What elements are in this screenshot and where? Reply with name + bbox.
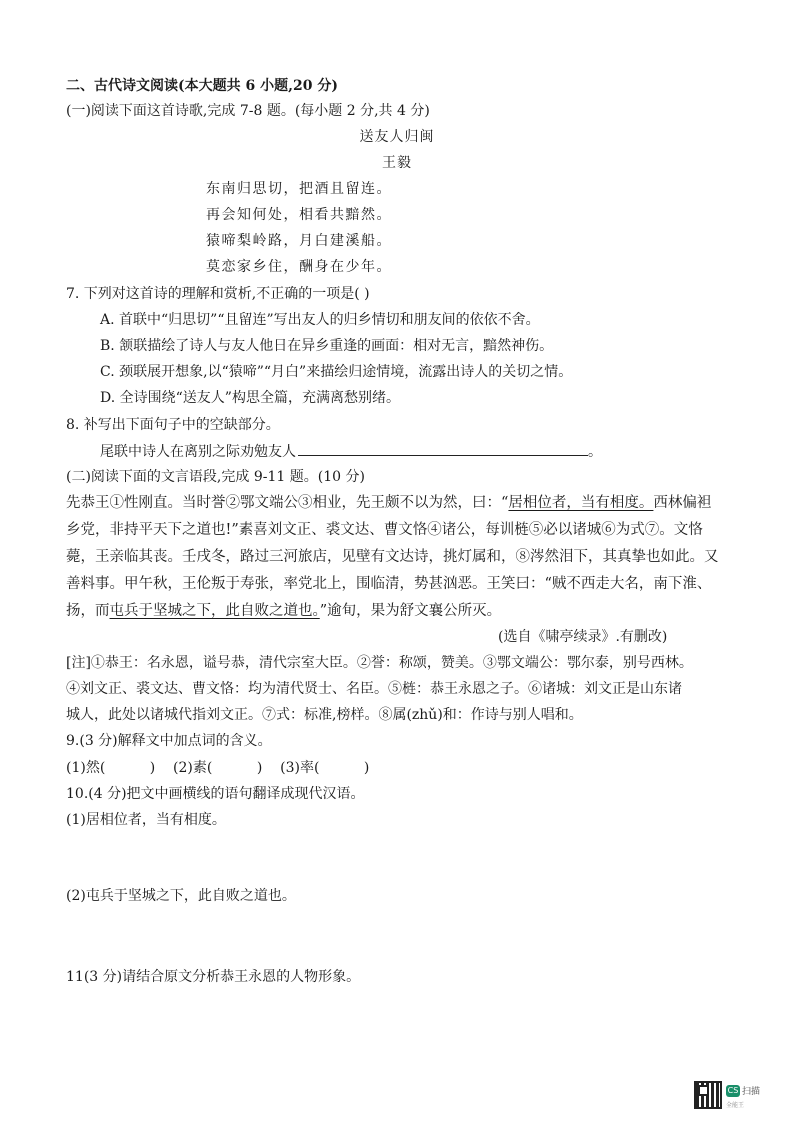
q8-fill-line [100,441,602,462]
q10-sub1: (1)居相位者，当有相度。 [66,812,226,828]
q10-stem: 10.(4 分)把文中画横线的语句翻译成现代汉语。 [66,786,365,802]
q7-option-a: A. 首联中“归思切”“且留连”写出友人的归乡情切和朋友间的依依不舍。 [100,312,540,328]
poem-line: 莫恋家乡住，酬身在少年。 [206,259,392,275]
q7-option-d: D. 全诗围绕“送友人”构思全篇，充满离愁别绪。 [100,390,400,406]
qr-code-icon [694,1081,722,1109]
underlined-sentence-1: 居相位者，当有相度。 [508,495,654,511]
note-line-3: 城人，此处以诸城代指刘文正。⑦式：标准,榜样。⑧属(zhǔ)和：作诗与别人唱和。 [66,707,583,723]
note-line-2: ④刘文正、裘文达、曹文恪：均为清代贤士、名臣。⑤梿：恭王永恩之子。⑥诸城：刘文正是山东诸 [66,681,682,697]
q7-stem: 7. 下列对这首诗的理解和赏析,不正确的一项是( ) [66,286,370,302]
section-heading: 二、古代诗文阅读(本大题共 6 小题,20 分) [66,78,338,94]
passage-line-4: 善料事。甲午秋，王伦叛于寿张，率党北上，围临清，势甚汹恶。王笑曰：“贼不西走大名，南下淮、 [66,576,712,592]
passage-line-5: 扬，而屯兵于坚城之下，此自败之道也。”逾旬，果为舒文襄公所灭。 [66,603,502,619]
poem-line: 东南归思切，把酒且留连。 [206,181,392,197]
poem-line: 猿啼梨岭路，月白建溪船。 [206,233,392,249]
passage-line-3: 薨，王亲临其丧。壬戌冬，路过三河旅店，见壁有文达诗，挑灯属和，⑧涔然泪下，其真挚也如此。又 [66,549,719,565]
passage-source: (选自《啸亭续录》.有删改) [498,629,668,645]
passage-line-2: 乡党，非持平天下之道也!”素喜刘文正、裘文达、曹文恪④诸公，每训梿⑤必以诸城⑥为式⑦。文恪 [66,522,703,538]
poem-title: 送友人归闽 [359,129,435,145]
q8-end: 。 [588,444,602,460]
q9-items: (1)然( ) (2)素( ) (3)率( ) [66,760,370,776]
q9-stem: 9.(3 分)解释文中加点词的含义。 [66,733,272,749]
q7-option-c: C. 颈联展开想象,以“猿啼”“月白”来描绘归途情境，流露出诗人的关切之情。 [100,364,573,380]
part2-intro: (二)阅读下面的文言语段,完成 9-11 题。(10 分) [66,469,365,485]
q8-stem: 8. 补写出下面句子中的空缺部分。 [66,417,280,433]
poem-author: 王毅 [382,155,412,171]
passage-line-1: 先恭王①性刚直。当时誉②鄂文端公③相业，先王颇不以为然，曰：“居相位者，当有相度。西林偏袒 [66,495,712,511]
q10-sub2: (2)屯兵于坚城之下，此自败之道也。 [66,888,296,904]
scanner-label: 扫描 [742,1087,761,1097]
underlined-sentence-2: 屯兵于坚城之下，此自败之道也。 [109,603,320,619]
q8-prompt: 尾联中诗人在离别之际劝勉友人 [100,444,296,460]
note-line-1: [注]①恭王：名永恩，谥号恭，清代宗室大臣。②誉：称颂，赞美。③鄂文端公：鄂尔泰，别号西林。 [66,655,693,671]
part1-intro: (一)阅读下面这首诗歌,完成 7-8 题。(每小题 2 分,共 4 分) [66,103,430,119]
q8-answer-blank[interactable] [298,441,588,456]
q7-option-b: B. 颔联描绘了诗人与友人他日在异乡重逢的画面：相对无言，黯然神伤。 [100,338,554,354]
q11-stem: 11(3 分)请结合原文分析恭王永恩的人物形象。 [66,969,361,985]
poem-line: 再会知何处，相看共黯然。 [206,207,392,223]
scanner-sublabel: 全能王 [726,1102,745,1109]
camscanner-logo-icon: CS [727,1086,739,1095]
